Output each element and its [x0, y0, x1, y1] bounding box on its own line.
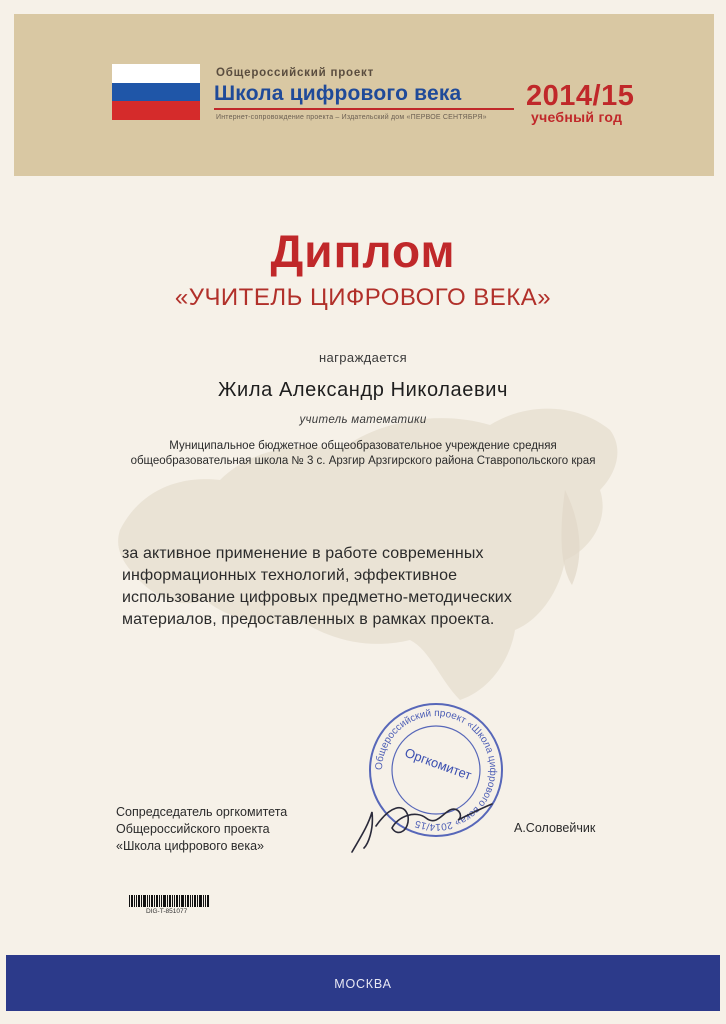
barcode-number: DIG-T-851077	[146, 908, 188, 915]
diploma-title: Диплом	[270, 225, 456, 277]
footer-city: МОСКВА	[334, 977, 392, 991]
handwritten-signature	[346, 786, 496, 858]
seal-center-text: Оргкомитет	[402, 744, 474, 783]
diploma-subtitle: «УЧИТЕЛЬ ЦИФРОВОГО ВЕКА»	[174, 284, 552, 311]
organization-line-1: Муниципальное бюджетное общеобразовательное учреждение средняя	[169, 440, 557, 452]
recipient-name: Жила Александр Николаевич	[217, 379, 509, 401]
project-label: Общероссийский проект	[216, 67, 375, 79]
footer-band	[6, 955, 720, 1011]
signatory-role-line: Сопредседатель оргкомитета	[116, 805, 288, 819]
seal-ring-text: Общероссийский проект «Школа цифрового века» 2014/15	[373, 707, 499, 833]
signatory-role-line: Общероссийского проекта	[116, 822, 270, 836]
school-year-label: учебный год	[531, 109, 623, 125]
project-name: Школа цифрового века	[214, 82, 462, 105]
signatory-role-line: «Школа цифрового века»	[116, 839, 265, 853]
awarded-label: награждается	[318, 350, 408, 365]
project-subline: Интернет-сопровождение проекта – Издательский дом «ПЕРВОЕ СЕНТЯБРЯ»	[216, 114, 487, 121]
award-reason-line: использование цифровых предметно-методических	[122, 589, 512, 606]
award-reason-line: материалов, предоставленных в рамках проекта.	[122, 611, 495, 628]
recipient-position: учитель математики	[299, 414, 427, 426]
award-reason	[122, 543, 592, 631]
organization-line-2: общеобразовательная школа № 3 с. Арзгир Арзгирского района Ставропольского края	[130, 455, 596, 467]
signatory-name: А.Соловейчик	[514, 821, 596, 835]
school-year: 2014/15	[526, 80, 635, 112]
award-reason-line: информационных технологий, эффективное	[122, 567, 458, 584]
project-underline	[214, 108, 514, 110]
barcode	[129, 895, 209, 907]
award-reason-line: за активное применение в работе современных	[122, 545, 484, 562]
russian-flag-icon	[112, 64, 200, 120]
signatory-role	[116, 804, 287, 855]
